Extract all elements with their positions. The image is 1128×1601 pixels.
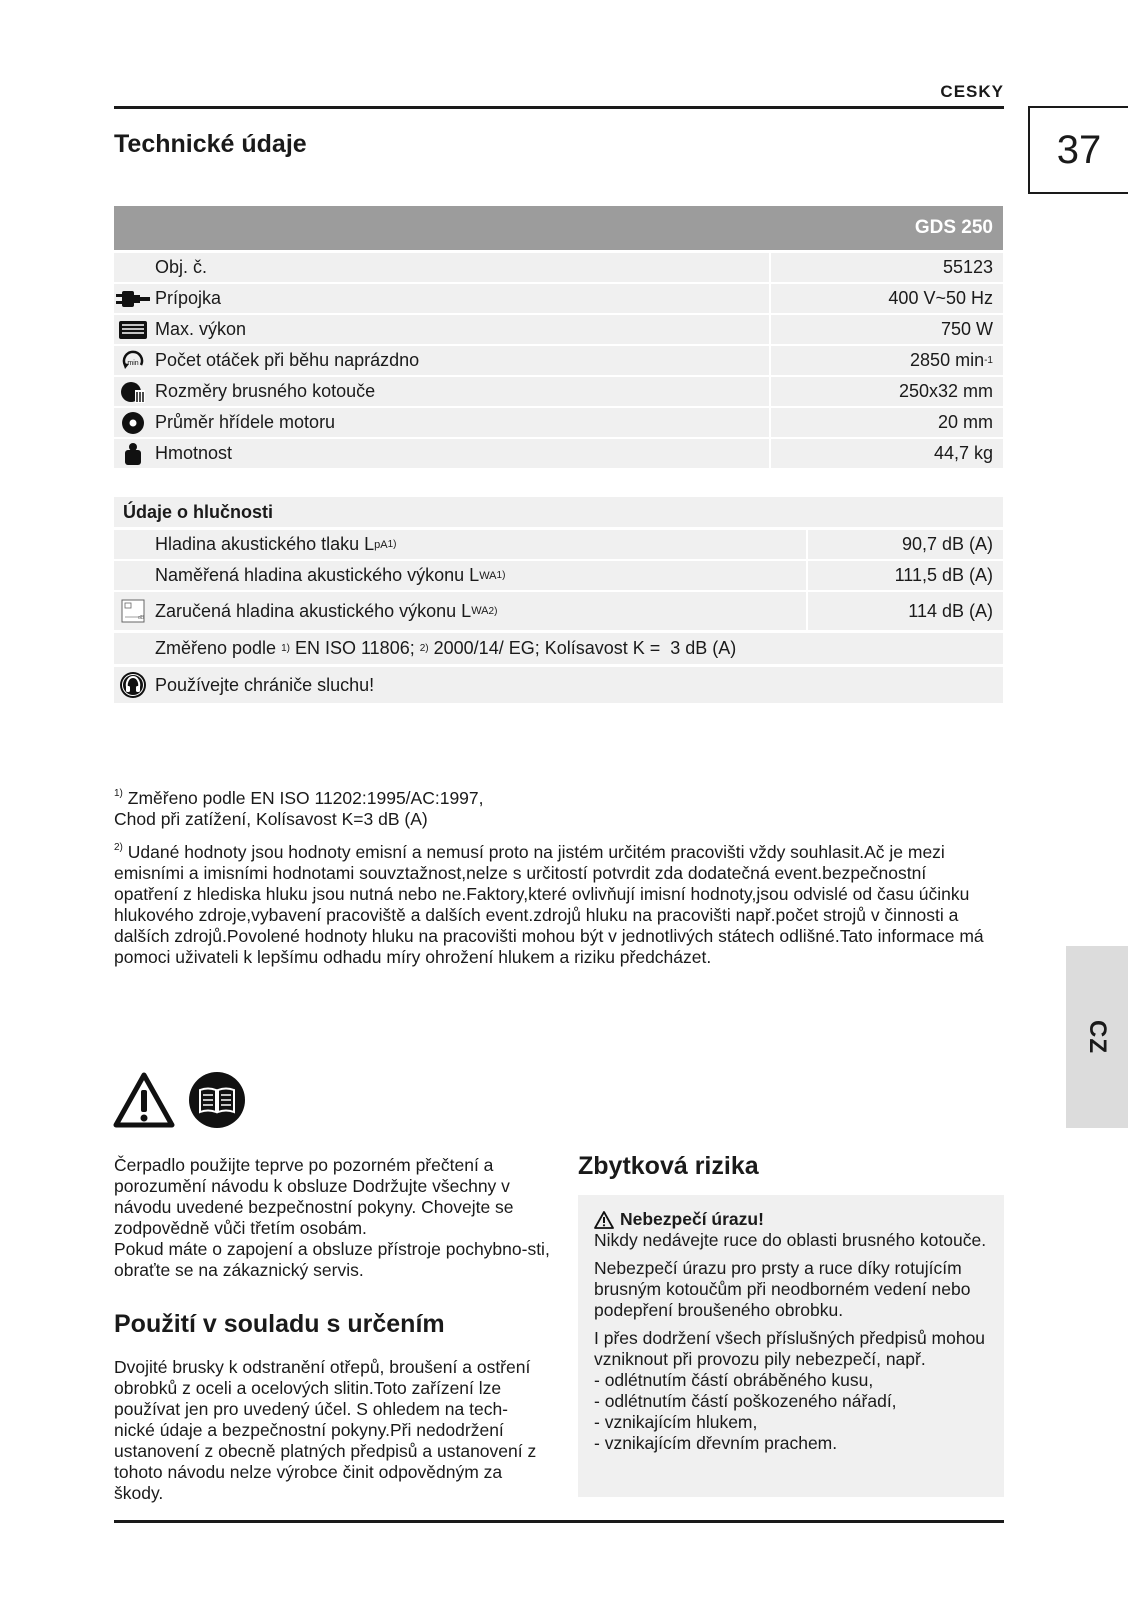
warning-title: Nebezpečí úrazu! (620, 1209, 764, 1229)
spec-label: Prípojka (151, 284, 771, 313)
ear-protection-text: Používejte chrániče sluchu! (155, 674, 375, 695)
noise-table-title: Údaje o hlučnosti (114, 497, 1003, 527)
model-name: GDS 250 (914, 217, 993, 238)
noise-label-sup: 1) (496, 570, 506, 581)
spec-value: 55123 (942, 257, 993, 277)
spec-row (114, 346, 1003, 375)
noise-row (114, 561, 1003, 590)
noise-label-text: Hladina akustického tlaku L (155, 534, 375, 554)
footnote-1-text: Změřeno podle EN ISO 11202:1995/AC:1997, (122, 788, 484, 808)
warning-heading (594, 1209, 988, 1230)
spec-label: Obj. č. (151, 253, 771, 282)
spec-table-header (114, 206, 1003, 250)
spec-row (114, 253, 1003, 282)
risk-list-item: - vznikajícím dřevním prachem. (594, 1433, 838, 1453)
noise-label-sup: 2) (488, 605, 498, 617)
rpm-icon (114, 346, 151, 375)
language-label: CESKY (940, 82, 1004, 101)
spec-row (114, 377, 1003, 406)
noise-label (151, 561, 808, 590)
spec-label: Rozměry brusného kotouče (151, 377, 771, 406)
intended-use-title: Použití v souladu s určením (114, 1310, 445, 1338)
noise-label-sup: 1) (387, 539, 397, 550)
noise-label-text: Naměřená hladina akustického výkonu L (155, 565, 480, 585)
empty-icon-cell (114, 633, 151, 664)
page-number: 37 (1028, 106, 1128, 194)
grinding-wheel-icon (114, 377, 151, 406)
footnote-1-line2: Chod při zatížení, Kolísavost K=3 dB (A) (114, 809, 428, 829)
svg-text:dB: dB (137, 615, 144, 621)
read-manual-icon (188, 1071, 246, 1129)
spec-label: Max. výkon (151, 315, 771, 344)
noise-label-icon (114, 592, 151, 630)
spec-row (114, 284, 1003, 313)
noise-label-sub: pA (374, 538, 388, 551)
spec-label: Průměr hřídele motoru (151, 408, 771, 437)
header-rule (114, 106, 1004, 109)
instructions-paragraph: Čerpadlo použijte teprve po pozorném přečtení a porozumění návodu k obsluze Dodržujte všechny v návodu uvedené bezpečnostní pokyny. Chovejte se zodpovědně vůči třetím osobám. (114, 1155, 514, 1238)
measured-sup: 2) (419, 643, 429, 654)
spec-label: Počet otáček při běhu naprázdno (151, 346, 771, 375)
spec-row (114, 315, 1003, 344)
risk-list-item: - odlétnutím částí poškozeného nářadí, (594, 1391, 897, 1411)
measured-rest: 2000/14/ EG; Kolísavost K = 3 dB (A) (428, 638, 737, 658)
warning-icon (594, 1211, 614, 1229)
measured-mid: EN ISO 11806; (289, 638, 420, 658)
svg-text:min: min (126, 359, 139, 367)
risk-paragraph: Nebezpečí úrazu pro prsty a ruce díky rotujícím brusným kotoučům při neodborném vedení nebo podepření broušeného obrobku. (594, 1258, 971, 1320)
footer-rule (114, 1520, 1004, 1523)
risk-list-item: - odlétnutím částí obráběného kusu, (594, 1370, 874, 1390)
noise-value: 111,5 dB (A) (894, 565, 993, 585)
footnote-1 (114, 783, 994, 830)
noise-row (114, 592, 1003, 630)
spec-value-text: 2850 min (910, 350, 985, 370)
empty-icon-cell (114, 530, 151, 559)
noise-value: 114 dB (A) (908, 600, 993, 621)
spec-value: 750 W (940, 319, 993, 339)
footnote-1-line1 (114, 783, 994, 809)
plug-icon (114, 284, 151, 313)
spec-row (114, 408, 1003, 437)
risk-list-item: - vznikajícím hlukem, (594, 1412, 758, 1432)
tech-data-title: Technické údaje (114, 130, 307, 158)
language-side-tab (1066, 946, 1128, 1128)
support-paragraph: Pokud máte o zapojení a obsluze přístroje pochybno-sti, obraťte se na zákaznický servis. (114, 1239, 550, 1280)
weight-icon (114, 439, 151, 468)
spec-value: 400 V~50 Hz (888, 288, 993, 308)
empty-icon-cell (114, 253, 151, 282)
spec-value: 20 mm (937, 412, 993, 432)
noise-label (151, 530, 808, 559)
risk-paragraph: Nikdy nedávejte ruce do oblasti brusného kotouče. (594, 1230, 987, 1250)
noise-label-sub: WA (479, 569, 497, 582)
spec-label: Hmotnost (151, 439, 771, 468)
spec-value (771, 346, 1003, 375)
footnote-mark: 2) (114, 842, 123, 853)
motor-icon (114, 315, 151, 344)
footnote-2 (114, 837, 994, 968)
noise-label-sub: WA (471, 605, 489, 617)
measured-standard (151, 633, 1003, 664)
residual-risks-title: Zbytková rizika (578, 1152, 759, 1180)
ear-protection-icon (114, 667, 151, 703)
footnote-2-text: Udané hodnoty jsou hodnoty emisní a nemusí proto na jistém určitém pracovišti vždy souhlasit.Ač je mezi emisními a imisními hodnotami souvztažnost,nelze s určitostí potvrdit zda dodatečná event.bezpečnostní opatření z hlediska hluku jsou nutná nebo ne.Faktory,které ovlivňují imisní hodnoty,jsou odvislé od času účinku hlukového zdroje,vybavení pracoviště a dalších event.zdrojů hluku na pracovišti např.počet strojů v činnosti a dalších zdrojů.Povolené hodnoty hluku na pracovišti mohou být v jednotlivých státech odlišné.Tato informace má pomoci uživateli k lepšímu odhadu míry ohrožení hlukem a riziku předcházet. (114, 842, 984, 967)
measured-sup: 1) (281, 643, 290, 654)
noise-row (114, 530, 1003, 559)
side-tab-label: CZ (1084, 1020, 1111, 1054)
spec-value: 44,7 kg (933, 443, 993, 463)
shaft-icon (114, 408, 151, 437)
spec-value: 250x32 mm (898, 381, 993, 401)
ear-protection-row (114, 667, 1003, 703)
noise-label-text: Zaručená hladina akustického výkonu L (155, 600, 472, 621)
measured-prefix: Změřeno podle (155, 638, 282, 658)
risk-paragraph: I přes dodržení všech příslušných předpisů mohou vzniknout při provozu pily nebezpečí, např. (594, 1328, 986, 1369)
noise-value: 90,7 dB (A) (901, 534, 993, 554)
footnote-mark: 1) (114, 788, 123, 799)
spec-value-sup: -1 (984, 355, 993, 366)
residual-risks-box (578, 1195, 1004, 1497)
noise-measured-row (114, 633, 1003, 664)
empty-icon-cell (114, 561, 151, 590)
noise-label (151, 592, 808, 630)
spec-row (114, 439, 1003, 468)
warning-triangle-icon (113, 1072, 175, 1128)
intended-use-text: Dvojité brusky k odstranění otřepů, broušení a ostření obrobků z oceli a ocelových slitin.Toto zařízení lze používat jen pro uvedený účel. S ohledem na tech-nické údaje a bezpečnostní pokyny.Při nedodržení ustanovení z obecně platných předpisů a ustanovení z tohoto návodu nelze výrobce činit odpovědným za škody. (114, 1357, 537, 1503)
